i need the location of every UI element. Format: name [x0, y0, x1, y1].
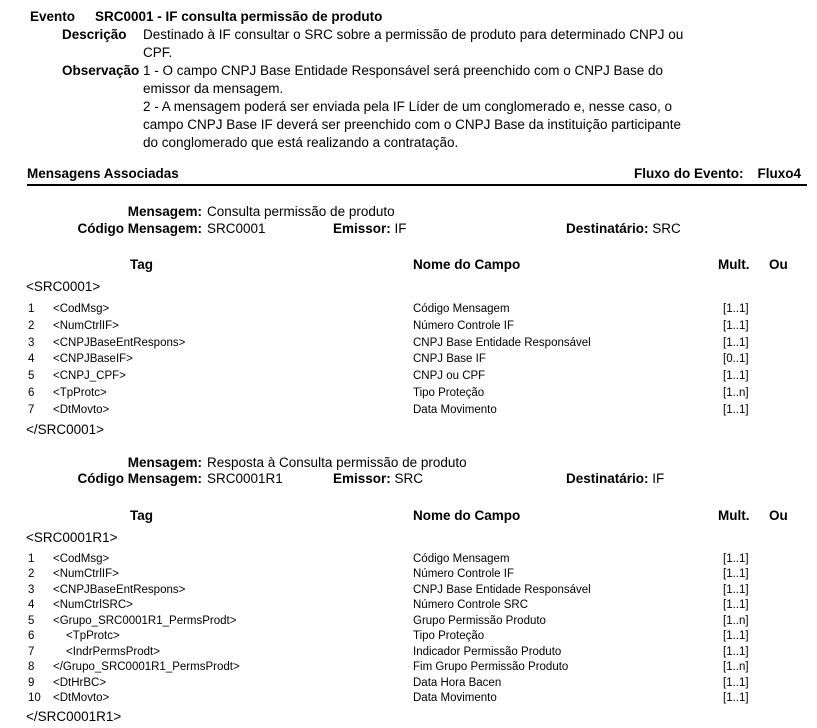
field-table-src0001r1: [28, 552, 817, 707]
field-tag: <Grupo_SRC0001R1_PermsProdt>: [53, 614, 237, 627]
field-multiplicity: [1..1]: [723, 645, 749, 658]
codigo-mensagem-value: SRC0001: [207, 220, 266, 236]
field-multiplicity: [1..1]: [723, 336, 749, 349]
emissor-value: IF: [394, 220, 407, 236]
field-name: CNPJ Base Entidade Responsável: [413, 336, 591, 349]
root-open-tag: <SRC0001R1>: [26, 529, 118, 545]
table-row: [28, 368, 817, 385]
event-title: SRC0001 - IF consulta permissão de produto: [95, 9, 383, 24]
table-row: [28, 676, 817, 692]
observacao-row: [0, 62, 817, 152]
field-number: 2: [28, 319, 35, 332]
field-multiplicity: [1..1]: [723, 370, 749, 383]
field-number: 7: [28, 403, 35, 416]
field-number: 4: [28, 353, 35, 366]
event-label: Evento: [30, 9, 76, 24]
root-close-tag: </SRC0001>: [26, 421, 105, 437]
field-tag: <TpProtc>: [53, 386, 107, 399]
emissor-label: Emissor:: [333, 471, 391, 487]
nome-do-campo-column-header: Nome do Campo: [413, 507, 521, 523]
table-row: [28, 583, 817, 599]
field-tag: </Grupo_SRC0001R1_PermsProdt>: [53, 661, 240, 674]
field-table-src0001: [28, 301, 817, 419]
emissor-value: SRC: [394, 471, 424, 487]
mensagem-label: Mensagem:: [127, 454, 202, 470]
field-number: 8: [28, 661, 35, 674]
table-row: [28, 598, 817, 614]
fluxo-do-evento-value: Fluxo4: [757, 166, 801, 181]
field-number: 6: [28, 630, 35, 643]
tag-column-header: Tag: [130, 507, 153, 523]
text-line: 1 - O campo CNPJ Base Entidade Responsável será preenchido com o CNPJ Base do: [143, 63, 664, 78]
emissor-label: Emissor:: [333, 220, 391, 236]
text-line: Destinado à IF consultar o SRC sobre a permissão de produto para determinado CNPJ ou: [143, 27, 684, 42]
root-close-tag: </SRC0001R1>: [26, 708, 122, 724]
table-header: [28, 257, 817, 273]
field-name: Data Movimento: [413, 692, 497, 705]
field-name: CNPJ Base Entidade Responsável: [413, 583, 591, 596]
mensagem-label: Mensagem:: [127, 204, 202, 219]
field-tag: <CNPJBaseEntRespons>: [53, 336, 186, 349]
observacao-text: [143, 62, 808, 152]
field-multiplicity: [1..1]: [723, 599, 749, 612]
field-tag: <NumCtrlSRC>: [53, 599, 133, 612]
table-row: [28, 402, 817, 419]
descricao-row: [0, 26, 817, 62]
field-name: CNPJ Base IF: [413, 353, 486, 366]
codigo-mensagem-row: [30, 471, 817, 488]
destinatario: [566, 221, 681, 238]
table-row: [28, 645, 817, 661]
field-tag: <DtMovto>: [53, 692, 110, 705]
destinatario-value: SRC: [652, 220, 681, 236]
table-row: [28, 660, 817, 676]
field-number: 2: [28, 568, 35, 581]
descricao-text: [143, 26, 808, 62]
message-block-src0001r1: [0, 455, 817, 488]
field-name: Data Hora Bacen: [413, 676, 502, 689]
table-row: [28, 567, 817, 583]
field-name: Indicador Permissão Produto: [413, 645, 562, 658]
destinatario-label: Destinatário:: [566, 471, 649, 487]
mult-column-header: Mult.: [718, 257, 750, 272]
fluxo-do-evento: [634, 166, 807, 182]
codigo-mensagem-row: [30, 221, 817, 238]
root-open-tag: <SRC0001>: [26, 279, 101, 294]
table-header: [28, 508, 817, 524]
table-row: [28, 552, 817, 568]
field-multiplicity: [1..1]: [723, 403, 749, 416]
table-row: [28, 629, 817, 645]
mensagem-row: [30, 204, 817, 221]
field-tag: <DtHrBC>: [53, 676, 107, 689]
ou-column-header: Ou: [769, 257, 788, 272]
field-tag: <NumCtrlIF>: [53, 568, 119, 581]
field-number: 3: [28, 336, 35, 349]
mult-column-header: Mult.: [718, 507, 750, 523]
table-row: [28, 351, 817, 368]
destinatario-value: IF: [652, 471, 665, 487]
field-name: Fim Grupo Permissão Produto: [413, 661, 569, 674]
message-block-src0001: [0, 204, 817, 237]
text-line: do conglomerado que está realizando a contratação.: [143, 135, 459, 150]
event-header: [30, 8, 817, 26]
field-number: 4: [28, 599, 35, 612]
field-number: 7: [28, 645, 35, 658]
field-name: Número Controle SRC: [413, 599, 529, 612]
field-multiplicity: [1..1]: [723, 552, 749, 565]
destinatario-label: Destinatário:: [566, 220, 649, 236]
field-multiplicity: [0..1]: [723, 353, 749, 366]
field-multiplicity: [1..1]: [723, 583, 749, 596]
table-row: [28, 614, 817, 630]
field-tag: <CNPJ_CPF>: [53, 370, 126, 383]
field-multiplicity: [1..1]: [723, 568, 749, 581]
table-row: [28, 301, 817, 318]
mensagem-value: Consulta permissão de produto: [207, 204, 395, 219]
table-row: [28, 335, 817, 352]
field-number: 6: [28, 386, 35, 399]
nome-do-campo-column-header: Nome do Campo: [413, 257, 521, 272]
observacao-label: Observação: [62, 63, 140, 78]
field-tag: <CNPJBaseIF>: [53, 353, 133, 366]
field-number: 1: [28, 552, 35, 565]
emissor: [333, 221, 407, 238]
emissor: [333, 471, 423, 488]
descricao-label: Descrição: [62, 27, 127, 42]
field-multiplicity: [1..n]: [723, 386, 749, 399]
table-row: [28, 691, 817, 707]
field-tag: <CodMsg>: [53, 552, 110, 565]
table-row: [28, 385, 817, 402]
field-number: 1: [28, 303, 35, 315]
field-name: Grupo Permissão Produto: [413, 614, 546, 627]
text-line: campo CNPJ Base IF deverá ser preenchido com o CNPJ Base da instituição participante: [143, 117, 682, 132]
codigo-mensagem-label: Código Mensagem:: [77, 471, 202, 487]
tag-column-header: Tag: [130, 257, 153, 272]
field-tag: <TpProtc>: [66, 630, 120, 643]
ou-column-header: Ou: [769, 507, 788, 523]
field-multiplicity: [1..n]: [723, 661, 749, 674]
mensagens-associadas-title: Mensagens Associadas: [27, 166, 179, 181]
field-multiplicity: [1..1]: [723, 692, 749, 705]
field-name: CNPJ ou CPF: [413, 370, 486, 383]
codigo-mensagem-label: Código Mensagem:: [77, 220, 202, 236]
fluxo-do-evento-label: Fluxo do Evento:: [633, 166, 744, 181]
field-number: 9: [28, 676, 35, 689]
field-multiplicity: [1..1]: [723, 319, 749, 332]
field-multiplicity: [1..1]: [723, 676, 749, 689]
field-name: Código Mensagem: [413, 552, 510, 565]
field-multiplicity: [1..1]: [723, 303, 749, 315]
field-multiplicity: [1..1]: [723, 630, 749, 643]
field-tag: <DtMovto>: [53, 403, 110, 416]
codigo-mensagem-value: SRC0001R1: [207, 471, 283, 487]
field-tag: <CNPJBaseEntRespons>: [53, 583, 186, 596]
field-number: 3: [28, 583, 35, 596]
field-name: Tipo Proteção: [413, 386, 485, 399]
field-tag: <IndrPermsProdt>: [66, 645, 160, 658]
text-line: 2 - A mensagem poderá ser enviada pela IF Líder de um conglomerado e, nesse caso, o: [143, 99, 673, 114]
field-name: Tipo Proteção: [413, 630, 485, 643]
text-line: emissor da mensagem.: [143, 81, 284, 96]
field-number: 5: [28, 614, 35, 627]
field-name: Código Mensagem: [413, 303, 510, 315]
field-number: 10: [28, 692, 41, 705]
table-row: [28, 318, 817, 335]
destinatario: [566, 471, 664, 488]
field-name: Número Controle IF: [413, 568, 514, 581]
field-name: Número Controle IF: [413, 319, 514, 332]
field-tag: <CodMsg>: [53, 303, 110, 315]
field-tag: <NumCtrlIF>: [53, 319, 119, 332]
mensagens-associadas-bar: [27, 166, 807, 186]
field-name: Data Movimento: [413, 403, 497, 416]
mensagem-row: [30, 455, 817, 472]
text-line: CPF.: [143, 45, 173, 60]
field-number: 5: [28, 370, 35, 383]
mensagem-value: Resposta à Consulta permissão de produto: [207, 454, 467, 470]
field-multiplicity: [1..n]: [723, 614, 749, 627]
